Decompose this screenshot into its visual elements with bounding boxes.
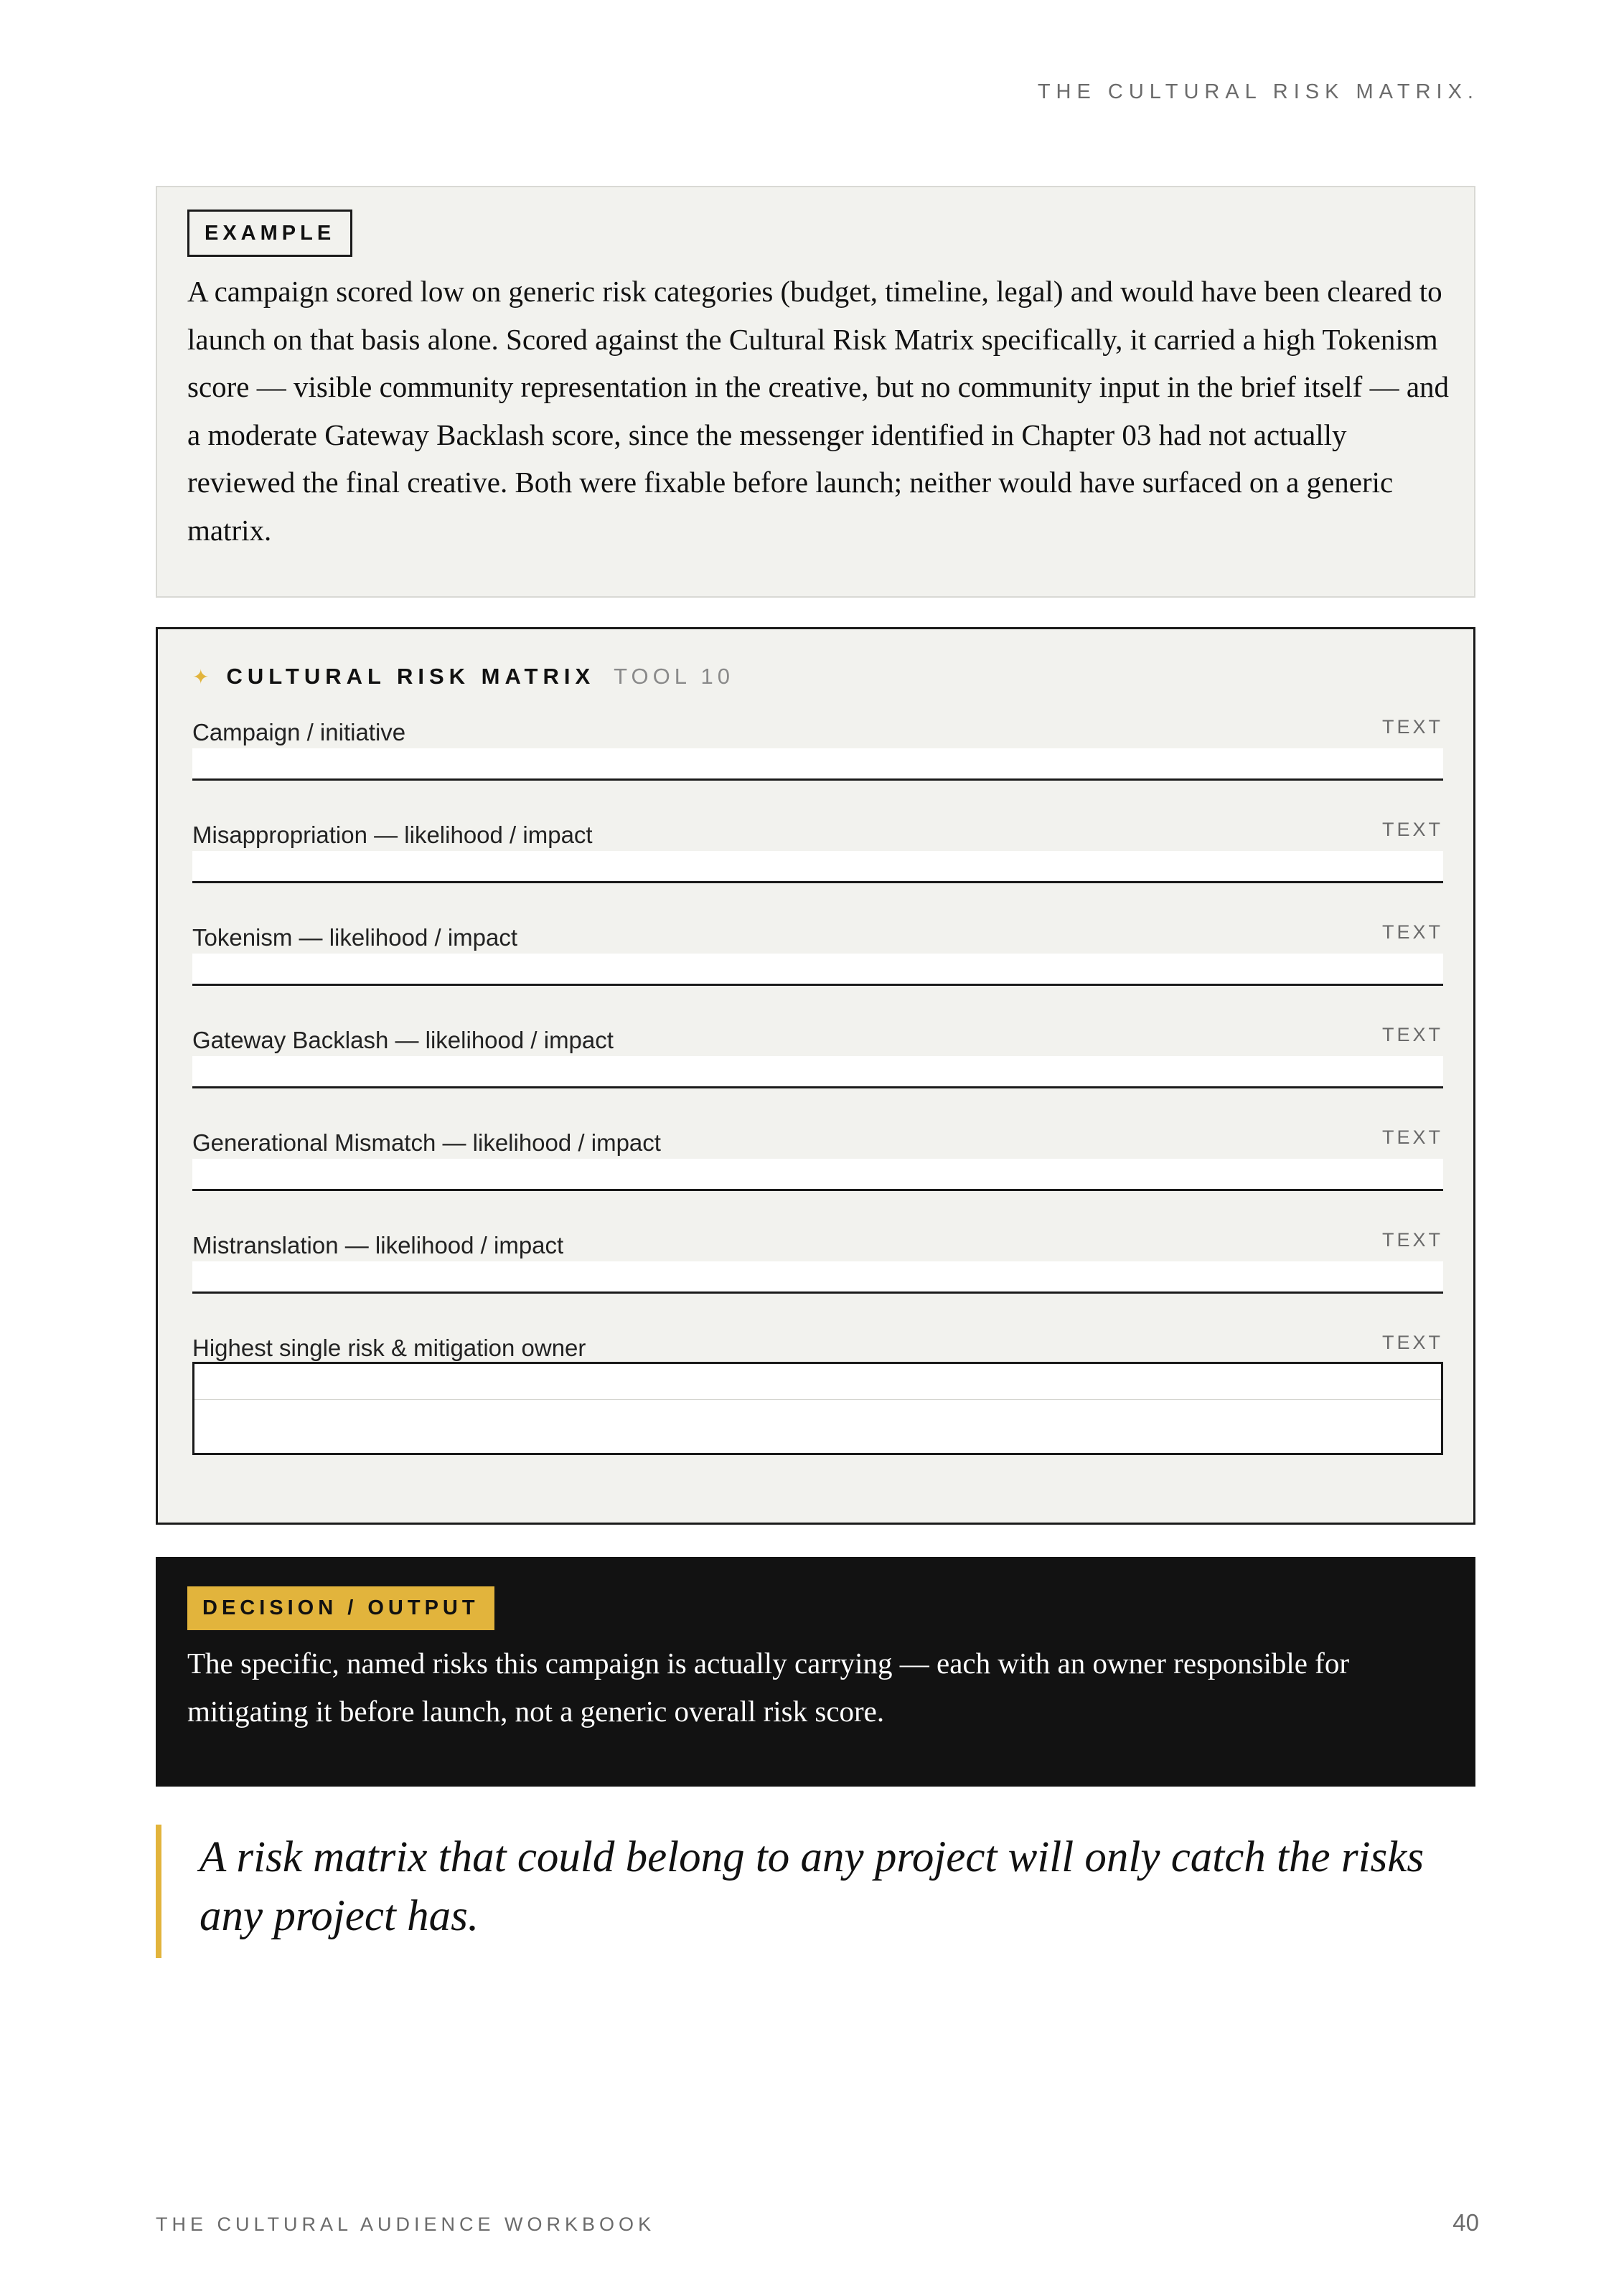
sparkle-icon: ✦ bbox=[192, 665, 210, 688]
field-label: Gateway Backlash — likelihood / impact bbox=[192, 1027, 614, 1053]
misappropriation-input[interactable] bbox=[192, 851, 1443, 883]
example-text: A campaign scored low on generic risk categories (budget, timeline, legal) and would have been cleared to launch on that basis alone. Scored against the Cultural Risk Matrix specifically, it carried a high Tokenism score — visible community representation in the creative, but no community input in the brief itself — and a moderate Gateway Backlash score, since the messenger identified in Chapter 03 had not actually reviewed the final creative. Both were fixable before launch; neither would have surfaced on a generic matrix. bbox=[187, 275, 1450, 547]
tokenism-input[interactable] bbox=[192, 954, 1443, 986]
field-type-label: TEXT bbox=[1381, 1126, 1443, 1148]
field-label: Tokenism — likelihood / impact bbox=[192, 924, 518, 951]
example-tag: EXAMPLE bbox=[187, 210, 352, 257]
decision-tag: DECISION / OUTPUT bbox=[187, 1586, 494, 1630]
generational-mismatch-input[interactable] bbox=[192, 1159, 1443, 1191]
footer-book-title: THE CULTURAL AUDIENCE WORKBOOK bbox=[156, 2213, 656, 2235]
tool-header bbox=[192, 662, 734, 691]
field-label: Generational Mismatch — likelihood / impact bbox=[192, 1129, 661, 1156]
running-header: THE CULTURAL RISK MATRIX. bbox=[1037, 80, 1479, 103]
field-label: Highest single risk & mitigation owner bbox=[192, 1335, 586, 1361]
field-label: Campaign / initiative bbox=[192, 719, 406, 745]
gateway-backlash-input[interactable] bbox=[192, 1056, 1443, 1088]
mistranslation-input[interactable] bbox=[192, 1261, 1443, 1294]
pull-quote-bar bbox=[156, 1825, 161, 1958]
page-number: 40 bbox=[1452, 2209, 1479, 2236]
field-label: Mistranslation — likelihood / impact bbox=[192, 1232, 564, 1258]
example-callout bbox=[156, 186, 1475, 598]
field-type-label: TEXT bbox=[1381, 1024, 1443, 1045]
highest-risk-owner-textarea[interactable] bbox=[192, 1362, 1443, 1455]
pull-quote: A risk matrix that could belong to any project will only catch the risks any project has. bbox=[200, 1833, 1424, 1940]
tool-title: CULTURAL RISK MATRIX bbox=[226, 664, 596, 689]
cultural-risk-matrix-tool bbox=[156, 627, 1475, 1525]
decision-text: The specific, named risks this campaign is actually carrying — each with an owner responsible for mitigating it before launch, not a generic overall risk score. bbox=[187, 1647, 1349, 1728]
field-type-label: TEXT bbox=[1381, 1229, 1443, 1251]
decision-output-callout bbox=[156, 1557, 1475, 1787]
field-label: Misappropriation — likelihood / impact bbox=[192, 822, 593, 848]
textarea-rule bbox=[194, 1399, 1441, 1400]
field-type-label: TEXT bbox=[1381, 921, 1443, 943]
field-type-label: TEXT bbox=[1381, 1332, 1443, 1353]
field-type-label: TEXT bbox=[1381, 819, 1443, 840]
field-type-label: TEXT bbox=[1381, 716, 1443, 738]
campaign-initiative-input[interactable] bbox=[192, 748, 1443, 781]
tool-number: TOOL 10 bbox=[614, 664, 734, 689]
